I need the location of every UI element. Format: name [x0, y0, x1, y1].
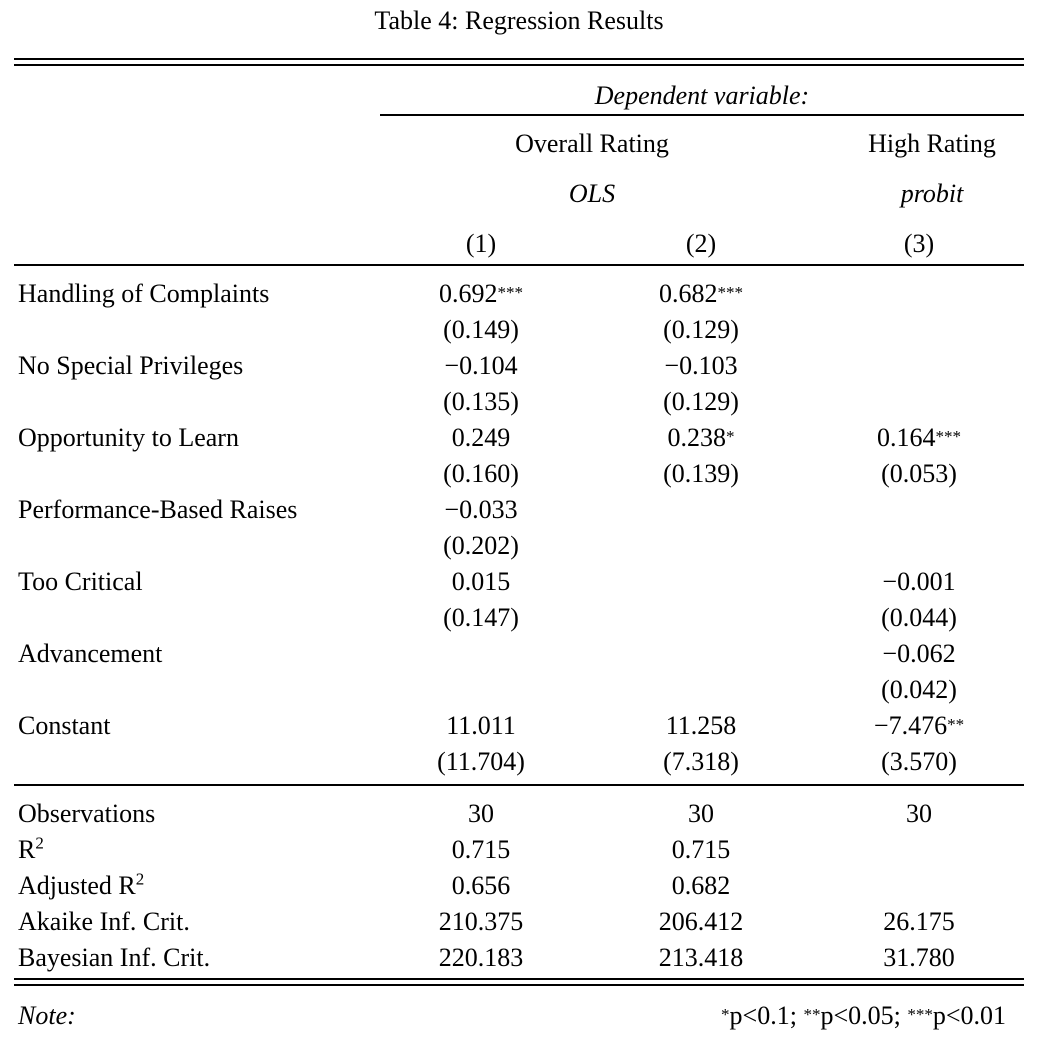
standard-error-value: (0.149)	[443, 315, 519, 344]
coefficient-value: −7.476**	[873, 711, 965, 740]
statistic-value: 30	[906, 799, 932, 828]
statistic-value: 0.682	[671, 871, 731, 900]
statistic-value: 220.183	[438, 943, 524, 972]
statistic-label: Observations	[18, 799, 156, 828]
significance-stars: *	[726, 427, 735, 446]
statistic-value: 30	[688, 799, 714, 828]
bottom-rule-2	[14, 984, 1024, 986]
significance-stars: ***	[935, 427, 961, 446]
significance-stars: **	[947, 715, 965, 734]
standard-error-value: (0.129)	[663, 387, 739, 416]
note-significance-levels	[721, 1001, 1006, 1031]
dependent-variable-label: Dependent variable:	[594, 81, 810, 110]
note-threshold: p<0.01	[932, 1001, 1006, 1030]
statistic-value: 206.412	[658, 907, 744, 936]
body-rule	[14, 784, 1024, 786]
dep-var-overall-rating: Overall Rating	[515, 129, 669, 158]
statistic-value: 31.780	[883, 943, 955, 972]
top-rule-2	[14, 64, 1024, 66]
statistic-value: 26.175	[883, 907, 955, 936]
coefficient-value: 0.164***	[877, 423, 961, 452]
row-label: Opportunity to Learn	[18, 423, 239, 452]
statistic-value: 0.715	[671, 835, 731, 864]
row-label: Advancement	[18, 639, 163, 668]
statistic-value: 210.375	[438, 907, 524, 936]
column-number-3: (3)	[903, 229, 935, 258]
row-label: No Special Privileges	[18, 351, 244, 380]
dep-var-high-rating: High Rating	[868, 129, 996, 158]
note-stars: **	[803, 1005, 821, 1024]
standard-error-value: (0.042)	[881, 675, 957, 704]
coefficient-value: −0.103	[664, 351, 738, 380]
significance-stars: ***	[497, 283, 523, 302]
note-threshold: p<0.1;	[729, 1001, 804, 1030]
standard-error-value: (0.044)	[881, 603, 957, 632]
coefficient-value: 0.249	[451, 423, 511, 452]
statistic-label: Bayesian Inf. Crit.	[18, 943, 211, 972]
top-rule-1	[14, 58, 1024, 60]
standard-error-value: (0.139)	[663, 459, 739, 488]
significance-stars: ***	[717, 283, 743, 302]
column-number-1: (1)	[465, 229, 497, 258]
row-label: Too Critical	[18, 567, 143, 596]
statistic-label: $R^2$	[18, 833, 44, 864]
note-label: Note:	[18, 1001, 76, 1030]
coefficient-value: 0.238*	[667, 423, 735, 452]
note-threshold: p<0.05;	[820, 1001, 908, 1030]
standard-error-value: (0.160)	[443, 459, 519, 488]
method-probit: probit	[900, 179, 964, 208]
standard-error-value: (0.053)	[881, 459, 957, 488]
statistic-label: Akaike Inf. Crit.	[18, 907, 190, 936]
coefficient-value: 11.011	[446, 711, 516, 740]
note-stars: *	[721, 1005, 730, 1024]
coefficient-value: −0.033	[444, 495, 518, 524]
standard-error-value: (0.129)	[663, 315, 739, 344]
statistic-value: 0.656	[451, 871, 511, 900]
standard-error-value: (11.704)	[437, 747, 525, 776]
bottom-rule-1	[14, 978, 1024, 980]
statistic-label: Adjusted $R^2$	[18, 869, 145, 900]
table-caption: Table 4: Regression Results	[374, 6, 664, 35]
statistic-value: 0.715	[451, 835, 511, 864]
standard-error-value: (0.135)	[443, 387, 519, 416]
note-stars: ***	[907, 1005, 933, 1024]
standard-error-value: (7.318)	[663, 747, 739, 776]
standard-error-value: (0.202)	[443, 531, 519, 560]
row-label: Constant	[18, 711, 111, 740]
row-label: Performance-Based Raises	[18, 495, 298, 524]
coefficient-value: −0.001	[882, 567, 956, 596]
coefficient-value: 0.692***	[439, 279, 523, 308]
coefficient-value: −0.062	[882, 639, 956, 668]
coefficient-value: 0.015	[451, 567, 511, 596]
statistic-value: 30	[468, 799, 494, 828]
standard-error-value: (3.570)	[881, 747, 957, 776]
standard-error-value: (0.147)	[443, 603, 519, 632]
dependent-variable-rule	[380, 114, 1024, 116]
coefficient-value: −0.104	[444, 351, 518, 380]
row-label: Handling of Complaints	[18, 279, 270, 308]
method-ols: OLS	[568, 179, 616, 208]
coefficient-value: 0.682***	[659, 279, 743, 308]
column-number-2: (2)	[685, 229, 717, 258]
statistic-value: 213.418	[658, 943, 744, 972]
coefficient-value: 11.258	[665, 711, 737, 740]
header-rule	[14, 264, 1024, 266]
